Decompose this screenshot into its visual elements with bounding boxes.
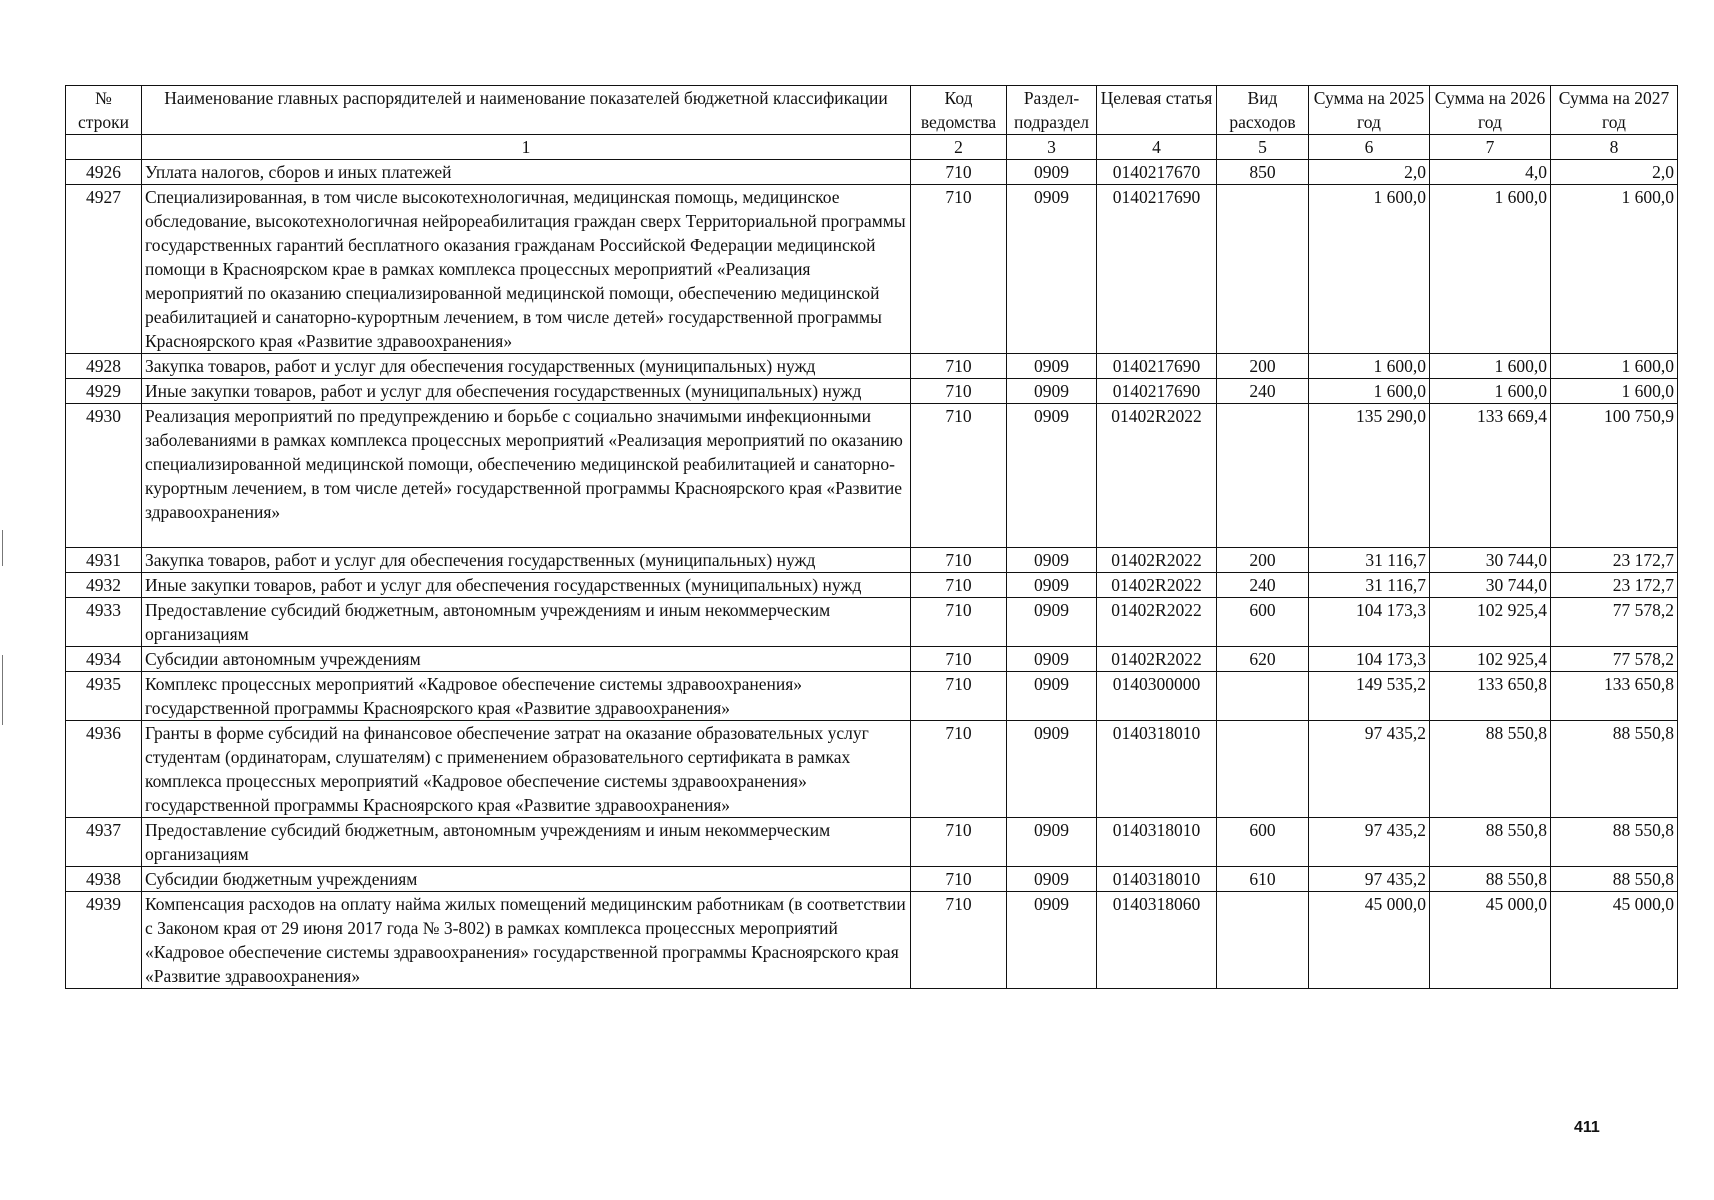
cell-row-no: 4937 (66, 818, 142, 867)
cell-sum-2027: 133 650,8 (1551, 672, 1678, 721)
cell-sum-2026: 30 744,0 (1430, 548, 1551, 573)
cell-target: 01402R2022 (1097, 647, 1217, 672)
table-row (66, 573, 1678, 598)
column-index-empty (66, 135, 142, 160)
cell-name: Иные закупки товаров, работ и услуг для обеспечения государственных (муниципальных) нужд (142, 379, 911, 404)
column-index: 5 (1217, 135, 1309, 160)
cell-sum-2027: 77 578,2 (1551, 598, 1678, 647)
cell-sum-2027: 77 578,2 (1551, 647, 1678, 672)
cell-name: Иные закупки товаров, работ и услуг для обеспечения государственных (муниципальных) нужд (142, 573, 911, 598)
cell-dept: 710 (911, 185, 1007, 354)
cell-section: 0909 (1007, 185, 1097, 354)
cell-section: 0909 (1007, 818, 1097, 867)
cell-sum-2026: 1 600,0 (1430, 379, 1551, 404)
cell-row-no: 4928 (66, 354, 142, 379)
table-row (66, 160, 1678, 185)
cell-target: 01402R2022 (1097, 573, 1217, 598)
header-dept: Код ведомства (911, 86, 1007, 135)
table-row (66, 672, 1678, 721)
cell-target: 0140217690 (1097, 379, 1217, 404)
cell-sum-2027: 1 600,0 (1551, 379, 1678, 404)
header-name: Наименование главных распорядителей и наименование показателей бюджетной классификации (142, 86, 911, 135)
header-sum-2026: Сумма на 2026 год (1430, 86, 1551, 135)
cell-dept: 710 (911, 573, 1007, 598)
cell-sum-2025: 135 290,0 (1309, 404, 1430, 548)
cell-sum-2025: 97 435,2 (1309, 867, 1430, 892)
cell-sum-2025: 1 600,0 (1309, 354, 1430, 379)
cell-target: 0140318010 (1097, 818, 1217, 867)
cell-dept: 710 (911, 647, 1007, 672)
cell-sum-2026: 88 550,8 (1430, 867, 1551, 892)
column-index: 8 (1551, 135, 1678, 160)
cell-sum-2026: 1 600,0 (1430, 354, 1551, 379)
cell-name: Предоставление субсидий бюджетным, автономным учреждениям и иным некоммерческим организациям (142, 818, 911, 867)
cell-target: 0140217690 (1097, 354, 1217, 379)
cell-dept: 710 (911, 354, 1007, 379)
header-row-no: № строки (66, 86, 142, 135)
table-row (66, 548, 1678, 573)
cell-row-no: 4931 (66, 548, 142, 573)
cell-name: Субсидии автономным учреждениям (142, 647, 911, 672)
cell-expense-type: 600 (1217, 818, 1309, 867)
cell-name: Компенсация расходов на оплату найма жилых помещений медицинским работникам (в соответствии с Законом края от 29 июня 2017 года № 3-802) в рамках комплекса процессных мероприятий «Кадровое обеспечение системы здравоохранения» государственной программы Красноярского края «Развитие здравоохранения» (142, 892, 911, 989)
column-index: 4 (1097, 135, 1217, 160)
cell-sum-2025: 1 600,0 (1309, 379, 1430, 404)
cell-sum-2026: 133 669,4 (1430, 404, 1551, 548)
cell-sum-2027: 23 172,7 (1551, 548, 1678, 573)
scan-margin-mark (2, 530, 3, 566)
cell-dept: 710 (911, 721, 1007, 818)
cell-sum-2026: 30 744,0 (1430, 573, 1551, 598)
cell-section: 0909 (1007, 598, 1097, 647)
cell-section: 0909 (1007, 354, 1097, 379)
cell-row-no: 4926 (66, 160, 142, 185)
cell-dept: 710 (911, 672, 1007, 721)
cell-sum-2026: 133 650,8 (1430, 672, 1551, 721)
cell-section: 0909 (1007, 892, 1097, 989)
cell-section: 0909 (1007, 573, 1097, 598)
budget-table (65, 85, 1678, 989)
cell-sum-2027: 2,0 (1551, 160, 1678, 185)
header-target: Целевая статья (1097, 86, 1217, 135)
cell-sum-2027: 88 550,8 (1551, 721, 1678, 818)
cell-section: 0909 (1007, 404, 1097, 548)
cell-dept: 710 (911, 818, 1007, 867)
column-index: 3 (1007, 135, 1097, 160)
cell-sum-2025: 97 435,2 (1309, 721, 1430, 818)
table-body (66, 160, 1678, 989)
cell-name: Субсидии бюджетным учреждениям (142, 867, 911, 892)
cell-sum-2026: 1 600,0 (1430, 185, 1551, 354)
header-section: Раздел-подраздел (1007, 86, 1097, 135)
cell-sum-2027: 88 550,8 (1551, 867, 1678, 892)
cell-sum-2025: 31 116,7 (1309, 573, 1430, 598)
cell-sum-2025: 1 600,0 (1309, 185, 1430, 354)
cell-sum-2025: 104 173,3 (1309, 647, 1430, 672)
cell-sum-2025: 45 000,0 (1309, 892, 1430, 989)
cell-sum-2027: 1 600,0 (1551, 354, 1678, 379)
cell-name: Предоставление субсидий бюджетным, автономным учреждениям и иным некоммерческим организациям (142, 598, 911, 647)
cell-sum-2025: 149 535,2 (1309, 672, 1430, 721)
cell-sum-2026: 88 550,8 (1430, 818, 1551, 867)
table-row (66, 867, 1678, 892)
cell-name: Закупка товаров, работ и услуг для обеспечения государственных (муниципальных) нужд (142, 548, 911, 573)
column-index: 1 (142, 135, 911, 160)
cell-dept: 710 (911, 892, 1007, 989)
scan-margin-mark (2, 655, 3, 725)
cell-row-no: 4936 (66, 721, 142, 818)
cell-dept: 710 (911, 598, 1007, 647)
cell-sum-2027: 23 172,7 (1551, 573, 1678, 598)
cell-dept: 710 (911, 160, 1007, 185)
column-index: 2 (911, 135, 1007, 160)
cell-sum-2027: 100 750,9 (1551, 404, 1678, 548)
cell-section: 0909 (1007, 672, 1097, 721)
cell-sum-2026: 45 000,0 (1430, 892, 1551, 989)
cell-target: 01402R2022 (1097, 598, 1217, 647)
cell-expense-type: 240 (1217, 379, 1309, 404)
cell-expense-type: 200 (1217, 354, 1309, 379)
table-row (66, 354, 1678, 379)
page-number: 411 (1574, 1119, 1600, 1136)
cell-target: 0140318010 (1097, 721, 1217, 818)
cell-sum-2026: 102 925,4 (1430, 647, 1551, 672)
table-header (66, 86, 1678, 160)
cell-target: 0140217670 (1097, 160, 1217, 185)
cell-section: 0909 (1007, 647, 1097, 672)
cell-row-no: 4930 (66, 404, 142, 548)
header-sum-2027: Сумма на 2027 год (1551, 86, 1678, 135)
cell-expense-type: 600 (1217, 598, 1309, 647)
cell-expense-type (1217, 672, 1309, 721)
cell-section: 0909 (1007, 379, 1097, 404)
cell-target: 0140300000 (1097, 672, 1217, 721)
cell-expense-type: 200 (1217, 548, 1309, 573)
cell-row-no: 4929 (66, 379, 142, 404)
cell-sum-2026: 88 550,8 (1430, 721, 1551, 818)
cell-section: 0909 (1007, 548, 1097, 573)
cell-dept: 710 (911, 548, 1007, 573)
column-index-row (66, 135, 1678, 160)
cell-expense-type: 240 (1217, 573, 1309, 598)
cell-target: 01402R2022 (1097, 548, 1217, 573)
cell-name: Комплекс процессных мероприятий «Кадровое обеспечение системы здравоохранения» государственной программы Красноярского края «Развитие здравоохранения» (142, 672, 911, 721)
table-row (66, 185, 1678, 354)
cell-dept: 710 (911, 867, 1007, 892)
cell-expense-type (1217, 185, 1309, 354)
cell-row-no: 4934 (66, 647, 142, 672)
column-index: 7 (1430, 135, 1551, 160)
cell-dept: 710 (911, 379, 1007, 404)
cell-dept: 710 (911, 404, 1007, 548)
cell-sum-2025: 97 435,2 (1309, 818, 1430, 867)
cell-name: Специализированная, в том числе высокотехнологичная, медицинская помощь, медицинское обследование, высокотехнологичная нейрореабилитация граждан сверх Территориальной программы государственных гарантий бесплатного оказания гражданам Российской Федерации медицинской помощи в Красноярском крае в рамках комплекса процессных мероприятий «Реализация мероприятий по оказанию специализированной медицинской помощи, обеспечению медицинской реабилитацией и санаторно-курортным лечением, в том числе детей» государственной программы Красноярского края «Развитие здравоохранения» (142, 185, 911, 354)
cell-section: 0909 (1007, 867, 1097, 892)
header-expense-type: Вид расходов (1217, 86, 1309, 135)
cell-name: Закупка товаров, работ и услуг для обеспечения государственных (муниципальных) нужд (142, 354, 911, 379)
cell-target: 0140318060 (1097, 892, 1217, 989)
cell-section: 0909 (1007, 721, 1097, 818)
table-row (66, 379, 1678, 404)
cell-target: 0140318010 (1097, 867, 1217, 892)
cell-sum-2025: 31 116,7 (1309, 548, 1430, 573)
cell-sum-2025: 104 173,3 (1309, 598, 1430, 647)
cell-row-no: 4935 (66, 672, 142, 721)
cell-expense-type (1217, 892, 1309, 989)
header-sum-2025: Сумма на 2025 год (1309, 86, 1430, 135)
cell-expense-type: 850 (1217, 160, 1309, 185)
cell-sum-2025: 2,0 (1309, 160, 1430, 185)
cell-sum-2027: 45 000,0 (1551, 892, 1678, 989)
cell-target: 0140217690 (1097, 185, 1217, 354)
cell-expense-type: 620 (1217, 647, 1309, 672)
cell-name: Уплата налогов, сборов и иных платежей (142, 160, 911, 185)
cell-sum-2027: 1 600,0 (1551, 185, 1678, 354)
cell-expense-type (1217, 404, 1309, 548)
cell-name: Реализация мероприятий по предупреждению и борьбе с социально значимыми инфекционными заболеваниями в рамках комплекса процессных мероприятий «Реализация мероприятий по оказанию специализированной медицинской помощи, обеспечению медицинской реабилитацией и санаторно-курортным лечением, в том числе детей» государственной программы Красноярского края «Развитие здравоохранения» (142, 404, 911, 548)
cell-row-no: 4939 (66, 892, 142, 989)
cell-sum-2027: 88 550,8 (1551, 818, 1678, 867)
table-row (66, 647, 1678, 672)
table-row (66, 598, 1678, 647)
cell-row-no: 4933 (66, 598, 142, 647)
cell-sum-2026: 4,0 (1430, 160, 1551, 185)
cell-row-no: 4927 (66, 185, 142, 354)
cell-expense-type (1217, 721, 1309, 818)
cell-expense-type: 610 (1217, 867, 1309, 892)
cell-row-no: 4932 (66, 573, 142, 598)
cell-sum-2026: 102 925,4 (1430, 598, 1551, 647)
cell-name: Гранты в форме субсидий на финансовое обеспечение затрат на оказание образовательных услуг студентам (ординаторам, слушателям) с применением образовательного сертификата в рамках комплекса процессных мероприятий «Кадровое обеспечение системы здравоохранения» государственной программы Красноярского края «Развитие здравоохранения» (142, 721, 911, 818)
cell-row-no: 4938 (66, 867, 142, 892)
cell-target: 01402R2022 (1097, 404, 1217, 548)
table-row (66, 892, 1678, 989)
column-index: 6 (1309, 135, 1430, 160)
cell-section: 0909 (1007, 160, 1097, 185)
table-row (66, 721, 1678, 818)
table-row (66, 818, 1678, 867)
table-row (66, 404, 1678, 548)
